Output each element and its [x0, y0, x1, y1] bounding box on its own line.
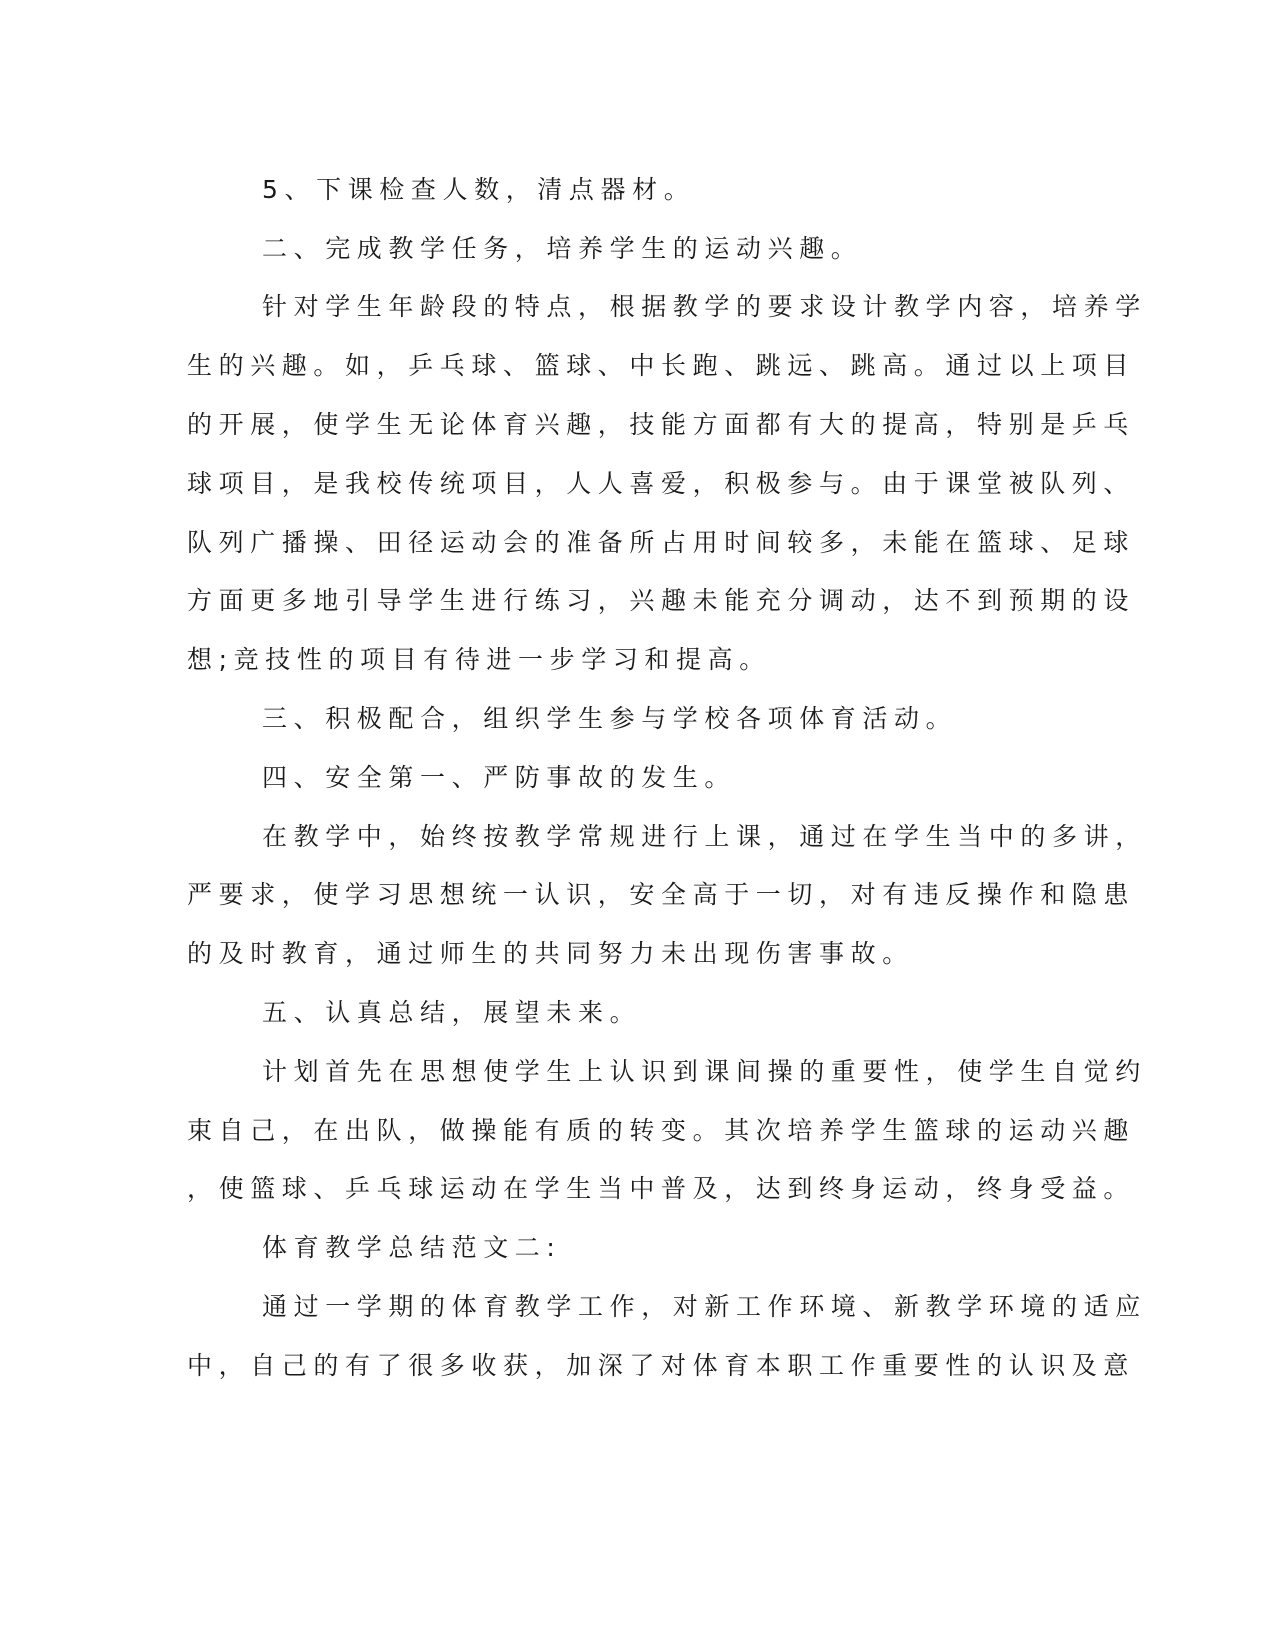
- text-line: [0, 346, 1275, 386]
- text-line: [0, 817, 1275, 857]
- text-line-content: 体育教学总结范文二:: [262, 1233, 562, 1262]
- text-line-content: 想;竞技性的项目有待进一步学习和提高。: [187, 645, 771, 674]
- text-line: [0, 1169, 1275, 1209]
- text-line-content: 在教学中，始终按教学常规进行上课，通过在学生当中的多讲，: [262, 822, 1147, 851]
- text-line: [0, 875, 1275, 915]
- text-line: [0, 229, 1275, 269]
- text-line-content: 二、完成教学任务，培养学生的运动兴趣。: [262, 234, 863, 263]
- text-line-content: 方面更多地引导学生进行练习，兴趣未能充分调动，达不到预期的设: [187, 586, 1136, 615]
- text-line: [0, 1228, 1275, 1268]
- text-line-content: 生的兴趣。如，乒乓球、篮球、中长跑、跳远、跳高。通过以上项目: [187, 351, 1136, 380]
- text-line: [0, 581, 1275, 621]
- text-line: [0, 1287, 1275, 1327]
- text-line: [0, 1052, 1275, 1092]
- text-line: [0, 287, 1275, 327]
- text-line-content: 队列广播操、田径运动会的准备所占用时间较多，未能在篮球、足球: [187, 528, 1136, 557]
- text-line: [0, 640, 1275, 680]
- text-line: [0, 993, 1275, 1033]
- text-line-content: 四、安全第一、严防事故的发生。: [262, 763, 737, 792]
- text-line-content: 计划首先在思想使学生上认识到课间操的重要性，使学生自觉约: [262, 1057, 1147, 1086]
- text-line: [0, 464, 1275, 504]
- text-line-content: 通过一学期的体育教学工作，对新工作环境、新教学环境的适应: [262, 1292, 1147, 1321]
- text-line: [0, 405, 1275, 445]
- text-line-content: 中，自己的有了很多收获，加深了对体育本职工作重要性的认识及意: [187, 1351, 1136, 1380]
- text-line-content: 针对学生年龄段的特点，根据教学的要求设计教学内容，培养学: [262, 292, 1147, 321]
- text-line-content: 5、下课检查人数，清点器材。: [262, 175, 696, 204]
- text-line-content: 的及时教育，通过师生的共同努力未出现伤害事故。: [187, 939, 914, 968]
- text-line: [0, 699, 1275, 739]
- text-line: [0, 1111, 1275, 1151]
- text-line: [0, 170, 1275, 210]
- text-line-content: 五、认真总结，展望未来。: [262, 998, 642, 1027]
- text-line-content: 的开展，使学生无论体育兴趣，技能方面都有大的提高，特别是乒乓: [187, 410, 1136, 439]
- text-line: [0, 934, 1275, 974]
- text-line: [0, 523, 1275, 563]
- text-line-content: 球项目，是我校传统项目，人人喜爱，积极参与。由于课堂被队列、: [187, 469, 1136, 498]
- text-line: [0, 758, 1275, 798]
- text-line-content: 三、积极配合，组织学生参与学校各项体育活动。: [262, 704, 958, 733]
- text-line-content: 束自己，在出队，做操能有质的转变。其次培养学生篮球的运动兴趣: [187, 1116, 1136, 1145]
- text-line-content: 严要求，使学习思想统一认识，安全高于一切，对有违反操作和隐患: [187, 880, 1136, 909]
- text-line: [0, 1346, 1275, 1386]
- text-line-content: ，使篮球、乒乓球运动在学生当中普及，达到终身运动，终身受益。: [187, 1174, 1136, 1203]
